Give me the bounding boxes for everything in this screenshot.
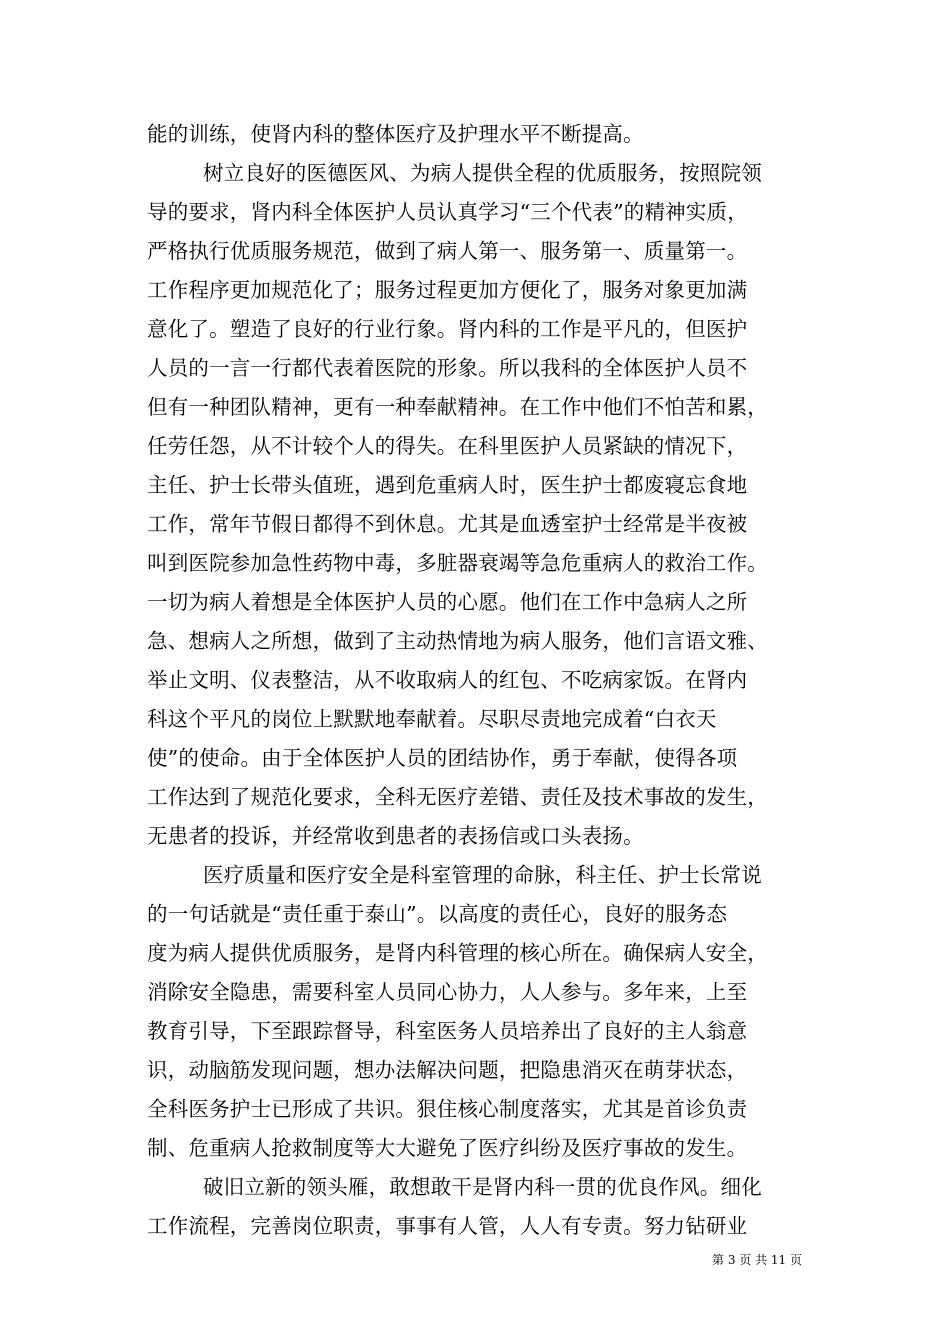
text-line: 举止文明、仪表整洁，从不收取病人的红包、不吃病家饭。在肾内 <box>147 668 748 692</box>
text-line: 叫到医院参加急性药物中毒，多脏器衰竭等急危重病人的救治工作。 <box>147 551 768 575</box>
text-line: 无患者的投诉，并经常收到患者的表扬信或口头表扬。 <box>147 824 644 848</box>
text-line: 导的要求，肾内科全体医护人员认真学习“三个代表”的精神实质， <box>147 200 748 224</box>
text-line: 严格执行优质服务规范，做到了病人第一、服务第一、质量第一。 <box>147 239 748 263</box>
text-line: 一切为病人着想是全体医护人员的心愿。他们在工作中急病人之所 <box>147 590 748 614</box>
text-line: 使”的使命。由于全体医护人员的团结协作，勇于奉献，使得各项 <box>147 746 738 770</box>
text-line: 意化了。塑造了良好的行业行象。肾内科的工作是平凡的，但医护 <box>147 317 748 341</box>
text-line: 主任、护士长带头值班，遇到危重病人时，医生护士都废寝忘食地 <box>147 473 748 497</box>
text-line: 急、想病人之所想，做到了主动热情地为病人服务，他们言语文雅、 <box>147 629 768 653</box>
text-line: 的一句话就是“责任重于泰山”。以高度的责任心，良好的服务态 <box>147 902 728 926</box>
text-line: 任劳任怨，从不计较个人的得失。在科里医护人员紧缺的情况下， <box>147 434 748 458</box>
text-line: 制、危重病人抢救制度等大大避免了医疗纠纷及医疗事故的发生。 <box>147 1136 748 1160</box>
text-line: 人员的一言一行都代表着医院的形象。所以我科的全体医护人员不 <box>147 356 748 380</box>
text-line: 科这个平凡的岗位上默默地奉献着。尽职尽责地完成着“白衣天 <box>147 707 717 731</box>
text-line: 工作，常年节假日都得不到休息。尤其是血透室护士经常是半夜被 <box>147 512 748 536</box>
text-line: 但有一种团队精神，更有一种奉献精神。在工作中他们不怕苦和累， <box>147 395 768 419</box>
text-line: 工作达到了规范化要求，全科无医疗差错、责任及技术事故的发生， <box>147 785 768 809</box>
text-line: 度为病人提供优质服务，是肾内科管理的核心所在。确保病人安全， <box>147 941 768 965</box>
text-line: 识，动脑筋发现问题，想办法解决问题，把隐患消灭在萌芽状态， <box>147 1058 748 1082</box>
text-line: 全科医务护士已形成了共识。狠住核心制度落实，尤其是首诊负责 <box>147 1097 748 1121</box>
text-line: 破旧立新的领头雁，敢想敢干是肾内科一贯的优良作风。细化 <box>203 1175 762 1199</box>
text-line: 教育引导，下至跟踪督导，科室医务人员培养出了良好的主人翁意 <box>147 1019 748 1043</box>
text-line: 能的训练，使肾内科的整体医疗及护理水平不断提高。 <box>147 122 644 146</box>
text-line: 医疗质量和医疗安全是科室管理的命脉，科主任、护士长常说 <box>203 863 762 887</box>
text-line: 消除安全隐患，需要科室人员同心协力，人人参与。多年来，上至 <box>147 980 748 1004</box>
text-line: 工作程序更加规范化了；服务过程更加方便化了，服务对象更加满 <box>147 278 748 302</box>
text-line: 工作流程，完善岗位职责，事事有人管，人人有专责。努力钻研业 <box>147 1214 748 1238</box>
page-number-footer: 第 3 页 共 11 页 <box>712 1253 802 1267</box>
text-line: 树立良好的医德医风、为病人提供全程的优质服务，按照院领 <box>203 161 762 185</box>
